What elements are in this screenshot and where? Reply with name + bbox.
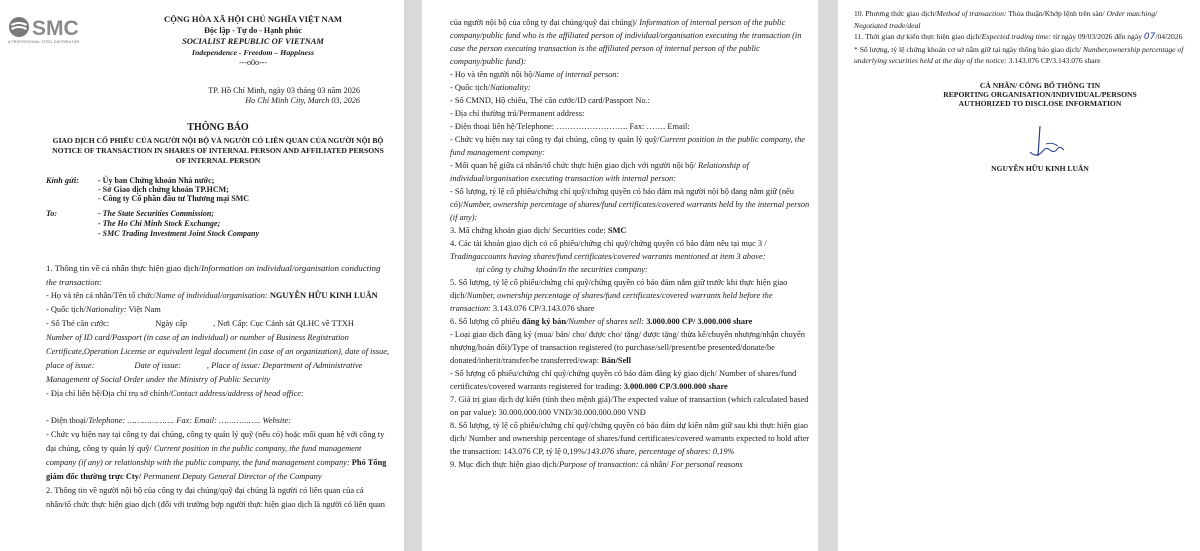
item-9-value-vn: cá nhân/ xyxy=(638,460,671,469)
item-11-en: Expected trading time: xyxy=(981,32,1052,41)
name-label-vn: - Họ và tên cá nhân/Tên tổ chức/ xyxy=(46,291,156,300)
recipient-en-3: - SMC Trading Investment Joint Stock Company xyxy=(98,229,260,238)
item-10-value-en: Order matching/ Negotiated trade/deal xyxy=(854,9,1158,30)
item-5-vn: 5. Số lượng, tỷ lệ cổ phiếu/chứng chỉ quỹ/chứng quyền có bảo đảm nắm giữ trước khi thực hiện giao dịch/ xyxy=(450,278,788,300)
individual-name: NGUYỄN HỮU KINH LUÂN xyxy=(269,291,378,300)
recipients-vn xyxy=(46,176,390,203)
internal-address: - Địa chỉ thường trú/Permanent address: xyxy=(450,109,585,118)
section-2-start: 2. Thông tin về người nội bộ của công ty đại chúng/quỹ đại chúng là người có liên quan của cá nhân/tổ chức thực hiện giao dịch (đối với trường hợp người thực hiện giao dịch là người có liên quan xyxy=(46,486,385,509)
item-6-en: /Number of shares sell: xyxy=(566,317,647,326)
date-vn: TP. Hồ Chí Minh, ngày 03 tháng 03 năm 2026 xyxy=(208,86,360,95)
logo-tagline: A PROFESSIONAL STEEL DISTRIBUTOR xyxy=(8,40,80,44)
item-6-action: đăng ký bán xyxy=(521,317,567,326)
item-3-label: 3. Mã chứng khoán giao dịch/ Securities code: xyxy=(450,226,606,235)
registered-qty-text: - Số lượng cổ phiếu/chứng chỉ quỹ/chứng quyền có bảo đảm đăng ký giao dịch/ Number of shares/fund certificates/covered warrants registered for trading: xyxy=(450,369,797,391)
handwritten-signature xyxy=(1000,122,1080,162)
nationality-value: Việt Nam xyxy=(128,305,161,314)
item-11-handwritten-day: 07 xyxy=(1143,32,1156,42)
position-value-vn: Phó Tổng giám đốc thường trực Cty/ xyxy=(46,458,387,481)
recipients-en xyxy=(46,209,390,239)
item-11-value: từ ngày 09/03/2026 đến ngày xyxy=(1051,32,1144,41)
recipient-en-1: - The State Securities Commission; xyxy=(98,209,215,218)
item-4-vn: 4. Các tài khoản giao dịch có cổ phiếu/chứng chỉ quỹ/chứng quyền có bảo đảm nêu tại mục 3 / xyxy=(450,239,767,248)
internal-phone: - Điện thoại liên hệ/Telephone: …………………….. Fax: ……. Email: xyxy=(450,122,690,131)
signature-title-vn: CÁ NHÂN/ CÔNG BỐ THÔNG TIN xyxy=(979,80,1101,90)
internal-info-en: Information of internal person of the public company/public fund who is the affiliated person of individual/organisation executing the transaction (in case the person executing transaction is the affiliated person of internal person of the public company/public fund): xyxy=(450,18,802,66)
item-4-en: Tradingaccounts having shares/fund certificates/covered warrants mentioned at item 3 above: xyxy=(450,252,766,261)
nationality-label-en: Nationality: xyxy=(86,305,127,314)
signer-name: NGUYỄN HỮU KINH LUÂN xyxy=(991,163,1089,173)
item-9-value-en: For personal reasons xyxy=(670,460,743,469)
internal-name-en: Name of internal person: xyxy=(534,70,620,79)
motto-vn-slogan: Độc lập - Tự do - Hạnh phúc xyxy=(204,26,302,35)
item-4-value: tại công ty chứng khoán/In the securities company: xyxy=(476,265,648,274)
position-label-vn: - Chức vụ hiện nay tại công ty đại chúng, công ty quản lý quỹ (nếu có) hoặc mối quan hệ với công ty đại chúng, công ty quản lý quỹ/ xyxy=(46,430,385,453)
item-8-vn: 8. Số lượng, tỷ lệ cổ phiếu/chứng chỉ quỹ/chứng quyền có bảo đảm dự kiến nắm giữ sau khi thực hiện giao dịch/ Number and ownership percentage of shares/fund certificates/covered warrants expected to hold after the transaction: 143.076 CP, tỷ lệ 0,19%/ xyxy=(450,421,810,456)
relationship-en: Relationship of individual/organisation executing transaction with internal person: xyxy=(450,161,749,183)
phone-label-vn: - Điện thoại/ xyxy=(46,416,89,425)
internal-position-vn: - Chức vụ hiện nay tại công ty đại chúng, công ty quản lý quỹ/ xyxy=(450,135,660,144)
item-11-vn: 11. Thời gian dự kiến thực hiện giao dịch/ xyxy=(854,32,982,41)
id-date-label-vn: Ngày cấp xyxy=(155,319,188,328)
item-5-value: 3.143.076 CP/3.143.076 share xyxy=(493,304,595,313)
motto-en-title: SOCIALIST REPUBLIC OF VIETNAM xyxy=(182,37,324,46)
note-en: Number,ownership percentage of underlying securities held at the day of the notice: xyxy=(854,44,1184,65)
recipients-label-vn: Kính gửi: xyxy=(46,176,79,185)
signature-title-en-1: REPORTING ORGANISATION/INDIVIDUAL/PERSONS xyxy=(943,89,1137,99)
item-5-en: Number, ownership percentage of shares/fund certificates/covered warrants held before the transaction: xyxy=(450,291,773,313)
address-label-en: Contact address/address of head office: xyxy=(170,389,304,398)
id-place-vn: , Nơi Cấp: Cục Cảnh sát QLHC về TTXH xyxy=(213,319,354,328)
notice-subtitle-vn: GIAO DỊCH CỔ PHIẾU CỦA NGƯỜI NỘI BỘ VÀ NGƯỜI CÓ LIÊN QUAN CỦA NGƯỜI NỘI BỘ xyxy=(52,136,384,145)
item-9-en: Purpose of transaction: xyxy=(558,460,639,469)
item-8-en: 143.076 share, percentage of shares: 0,19% xyxy=(587,447,735,456)
internal-nat-en: Nationality: xyxy=(490,83,531,92)
section-1 xyxy=(46,261,390,512)
national-motto xyxy=(116,14,390,68)
recipient-en-2: - The Ho Chi Minh Stock Exchange; xyxy=(98,219,221,228)
registered-qty-value: 3.000.000 CP/3.000.000 share xyxy=(623,382,728,391)
internal-ownership-en: Number, ownership percentage of shares/fund certificates/covered warrants held by the internal person (if any): xyxy=(450,200,810,222)
signature-block xyxy=(854,81,1186,173)
internal-id: - Số CMND, Hộ chiếu, Thẻ căn cước/ID card/Passport No.: xyxy=(450,96,651,105)
section-1-heading-vn: 1. Thông tin về cá nhân thực hiện giao dịch/ xyxy=(46,263,202,273)
recipient-vn-2: - Sở Giao dịch chứng khoán TP.HCM; xyxy=(98,185,229,194)
item-6-value: 3.000.000 CP/ 3.000.000 share xyxy=(646,317,753,326)
internal-position-en: Current position in the public company, the fund management company: xyxy=(450,135,805,157)
recipient-vn-1: - Ủy ban Chứng khoán Nhà nước; xyxy=(98,176,215,185)
item-9-vn: 9. Mục đích thực hiện giao dịch/ xyxy=(450,460,559,469)
id-place-en: , Place of issue: Department of Administrative Management of Social Order under the Ministry of Public Security xyxy=(46,361,363,384)
document-page-1 xyxy=(0,0,404,551)
note-vn: * Số lượng, tỷ lệ chứng khoán cơ sở nắm giữ tại ngày thông báo giao dịch/ xyxy=(854,44,1083,54)
name-label-en: Name of individual/organisation: xyxy=(155,291,268,300)
internal-ownership-vn: - Số lượng, tỷ lệ cổ phiếu/chứng chỉ quỹ/chứng quyền có bảo đảm mà người nội bộ đang nắm giữ (nếu có)/ xyxy=(450,187,794,209)
document-page-3 xyxy=(838,0,1200,551)
company-logo xyxy=(8,16,106,42)
signature-title-en-2: AUTHORIZED TO DISCLOSE INFORMATION xyxy=(958,98,1122,108)
transaction-type-value: Bán/Sell xyxy=(601,356,631,365)
position-label-en: Current position in the public company, the fund management company (if any) or relationship with the public company, the fund management company: xyxy=(46,444,362,467)
relationship-vn: - Mối quan hệ giữa cá nhân/tổ chức thực hiện giao dịch với người nội bộ/ xyxy=(450,161,696,170)
item-10-vn: 10. Phương thức giao dịch/ xyxy=(854,9,937,18)
transaction-type-text: - Loại giao dịch đăng ký (mua/ bán/ cho/ được cho/ tặng/ được tặng/ thừa kế/chuyển nhượng/nhận chuyển nhượng/hoán đổi)/Type of transaction registered (to purchase/sell/present/be presented/donate/be donated/inherit/transfer/be transferred/swap: xyxy=(450,330,805,365)
recipient-vn-3: - Công ty Cổ phần đầu tư Thương mại SMC xyxy=(98,194,250,203)
item-7: 7. Giá trị giao dịch dự kiến (tính theo mệnh giá)/The expected value of transaction (which calculated based on par value): 30.000.000.000 VNĐ/30.000.000.000 VNĐ xyxy=(450,395,809,417)
date-block xyxy=(46,86,390,106)
document-page-2 xyxy=(422,0,818,551)
date-en: Ho Chi Minh City, March 03, 2026 xyxy=(245,96,360,105)
item-10-en: Method of transaction: xyxy=(936,9,1007,18)
nationality-label-vn: - Quốc tịch/ xyxy=(46,305,87,314)
internal-name-vn: - Họ và tên người nội bộ/ xyxy=(450,70,535,79)
item-10-value-vn: Thỏa thuận/Khớp lệnh trên sàn/ xyxy=(1006,9,1107,18)
item-6-vn: 6. Số lượng cổ phiếu xyxy=(450,317,522,326)
notice-subtitle-en: NOTICE OF TRANSACTION IN SHARES OF INTERNAL PERSON AND AFFILIATED PERSONS OF INTERNAL PERSON xyxy=(52,146,384,165)
note-value: 3.143.076 CP/3.143.076 share xyxy=(1006,56,1101,65)
svg-text:SMC: SMC xyxy=(32,17,79,40)
item-11-end: /04/2026 xyxy=(1155,32,1183,41)
motto-separator: ---o0o--- xyxy=(239,58,267,67)
internal-nat-vn: - Quốc tịch/ xyxy=(450,83,491,92)
phone-fields: Telephone: ………………. Fax: Email: …………….. Website: xyxy=(88,416,292,425)
internal-info-vn: của người nội bộ của công ty đại chúng/quỹ đại chúng)/ xyxy=(450,18,638,27)
id-label-vn: - Số Thẻ căn cước: xyxy=(46,319,110,328)
notice-title: THÔNG BÁO xyxy=(187,122,249,133)
recipients-label-en: To: xyxy=(46,209,58,218)
securities-code: SMC xyxy=(607,226,627,235)
motto-en-slogan: Independence - Freedom – Happiness xyxy=(191,48,315,57)
position-value-en: Permanent Deputy General Director of the Company xyxy=(143,472,322,481)
id-description-en: Number of ID card/Passport (in case of an individual) or number of Business Registration Certificate,Operation License or equivalent legal document (in case of an organization), date of issue, place of issue: xyxy=(46,333,390,370)
address-label-vn: - Địa chỉ liên hệ/Địa chỉ trụ sở chính/ xyxy=(46,389,171,398)
motto-vn-title: CỘNG HÒA XÃ HỘI CHỦ NGHĨA VIỆT NAM xyxy=(163,14,343,24)
section-1-heading-en: Information on individual/organisation conducting the transaction: xyxy=(46,263,381,287)
id-date-label-en: Date of issue: xyxy=(134,361,181,370)
